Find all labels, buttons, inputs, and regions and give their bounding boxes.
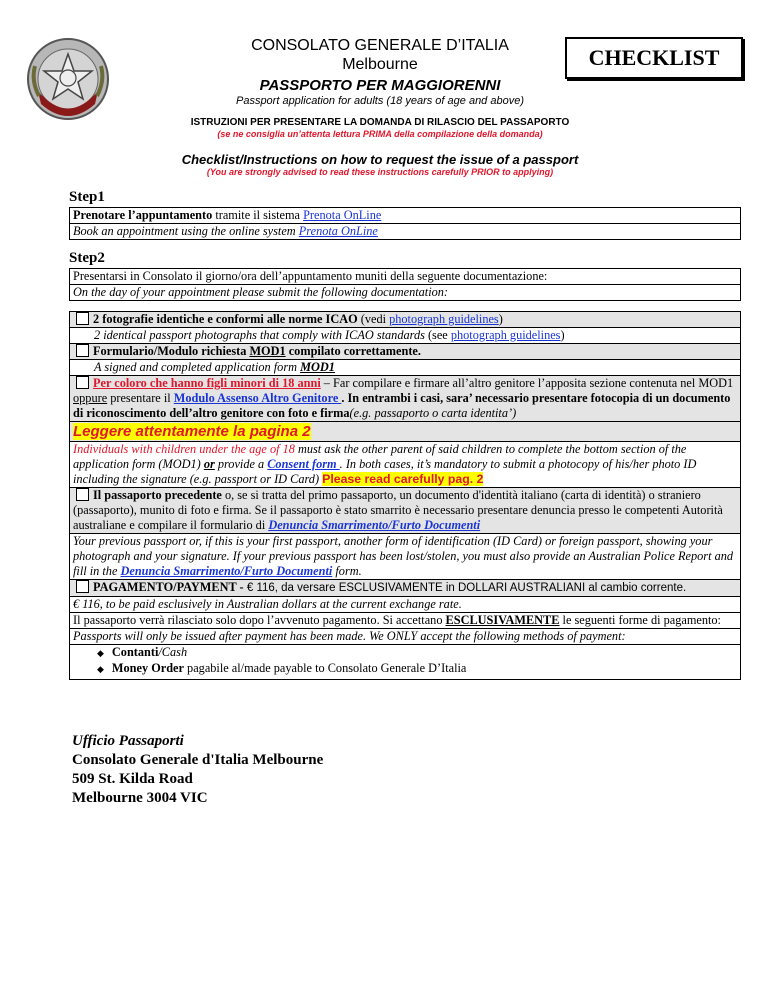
previous-en bbox=[70, 533, 740, 579]
minors-it bbox=[70, 375, 740, 421]
read-pag2-highlight: Please read carefully pag. 2 bbox=[322, 472, 484, 486]
form-en-pre: A signed and completed application form bbox=[94, 360, 301, 374]
checklist-box bbox=[69, 311, 741, 680]
footer-address bbox=[72, 732, 323, 808]
previous-it bbox=[70, 487, 740, 533]
consulate-city: Melbourne bbox=[342, 56, 418, 73]
payment-it-text: € 116, da versare ESCLUSIVAMENTE in DOLLARI AUSTRALIANI al cambio corrente. bbox=[243, 582, 687, 594]
read-page2-warning: Leggere attentamente la pagina 2 bbox=[73, 423, 311, 440]
minors-en bbox=[70, 441, 740, 487]
previous-en-post: form. bbox=[332, 564, 362, 578]
denuncia-link-en[interactable]: Denuncia Smarrimento/Furto Documenti bbox=[120, 564, 333, 578]
cash-bold: Contanti bbox=[111, 645, 159, 659]
photos-en-pre: 2 identical passport photographs that comply with ICAO standards bbox=[94, 328, 425, 342]
consent-form-link[interactable]: Consent form bbox=[267, 457, 340, 471]
italian-emblem bbox=[25, 36, 111, 122]
previous-passport-checkbox[interactable] bbox=[76, 488, 89, 501]
minors-it-italic: (e.g. passaporto o carta identita’) bbox=[349, 406, 517, 420]
minors-it-oppure: oppure bbox=[73, 391, 108, 405]
cash-rest: /Cash bbox=[158, 645, 188, 659]
payment-en2: Passports will only be issued after payment has been made. We ONLY accept the following methods of payment: bbox=[70, 628, 740, 644]
minors-en-or: or bbox=[203, 457, 215, 471]
photo-guidelines-link[interactable]: photograph guidelines bbox=[389, 312, 499, 326]
page-subtitle: Passport application for adults (18 years of age and above) bbox=[235, 95, 524, 107]
denuncia-link[interactable]: Denuncia Smarrimento/Furto Documenti bbox=[268, 518, 481, 532]
minors-it-red: Per coloro che hanno figli minori di 18 anni bbox=[93, 376, 321, 390]
step1-box bbox=[69, 207, 741, 240]
consulate-name: CONSOLATO GENERALE D’ITALIA bbox=[251, 37, 509, 54]
diamond-bullet-icon: ◆ bbox=[97, 648, 104, 658]
form-en-mod1: MOD1 bbox=[300, 360, 335, 374]
photos-checkbox[interactable] bbox=[76, 312, 89, 325]
office-name: Ufficio Passaporti bbox=[72, 733, 184, 749]
minors-checkbox[interactable] bbox=[76, 376, 89, 389]
minors-it-bold: In entrambi i casi, sara’ necessario presentare fotocopia di un documento di riconoscimento dell’altro genitore con foto e firma bbox=[73, 391, 731, 420]
minors-en-2: provide a bbox=[214, 457, 268, 471]
diamond-bullet-icon: ◆ bbox=[97, 664, 104, 674]
photos-it-pre: (vedi bbox=[357, 312, 390, 326]
payment-method-cash bbox=[73, 645, 736, 661]
payment-it-bold: PAGAMENTO/PAYMENT - bbox=[93, 580, 244, 594]
photos-en-post: ) bbox=[560, 328, 565, 342]
prenota-online-link[interactable]: Prenota OnLine bbox=[303, 208, 382, 222]
step1-en-text: Book an appointment using the online system bbox=[73, 224, 299, 238]
minors-it-2: presentare il bbox=[107, 391, 174, 405]
instructions-title-it: ISTRUZIONI PER PRESENTARE LA DOMANDA DI RILASCIO DEL PASSAPORTO bbox=[190, 117, 570, 128]
step1-it-bold: Prenotare l’appuntamento bbox=[73, 208, 213, 222]
photo-guidelines-link-en[interactable]: photograph guidelines bbox=[450, 328, 561, 342]
payment-it2-u: ESCLUSIVAMENTE bbox=[445, 613, 560, 627]
previous-it-text: o, se si tratta del primo passaporto, un documento d'identità italiano (carta di identità) o straniero (passaporto), munito di foto e firma. Se il passaporto è stato smarrito è necessario presentare denuncia presso le competenti Autorità australiane e compilare il formulario di bbox=[73, 488, 723, 532]
step1-heading: Step1 bbox=[69, 189, 105, 205]
address-line3: Melbourne 3004 VIC bbox=[72, 790, 208, 806]
payment-it2-pre: Il passaporto verrà rilasciato solo dopo l’avvenuto pagamento. Si accettano bbox=[73, 613, 446, 627]
money-order-bold: Money Order bbox=[111, 661, 184, 675]
address-line1: Consolato Generale d'Italia Melbourne bbox=[72, 752, 324, 768]
previous-it-bold: Il passaporto precedente bbox=[93, 488, 222, 502]
form-it-pre: Formulario/Modulo richiesta bbox=[93, 344, 250, 358]
previous-en-text: Your previous passport or, if this is your first passport, another form of identification (ID Card) or foreign passport, showing your photograph and your signature. If your previous passport has been lost/stolen, you must also provide an Australian Police Report and fill in the bbox=[73, 534, 734, 578]
step2-en: On the day of your appointment please submit the following documentation: bbox=[70, 284, 740, 300]
photos-it-post: ) bbox=[498, 312, 503, 326]
photos-it-bold: 2 fotografie identiche e conformi alle norme ICAO bbox=[93, 312, 358, 326]
payment-checkbox[interactable] bbox=[76, 580, 89, 593]
instructions-note-it: (se ne consiglia un’attenta lettura PRIMA della compilazione della domanda) bbox=[217, 129, 543, 139]
payment-method-money-order bbox=[73, 661, 736, 677]
page-title: PASSPORTO PER MAGGIORENNI bbox=[259, 77, 501, 94]
minors-en-3: . In both cases, it’s mandatory to submit a photocopy of his/her photo ID including the signature (e.g. passport or ID Card) bbox=[73, 457, 697, 486]
minors-it-dot: . bbox=[341, 391, 345, 405]
checklist-badge: CHECKLIST bbox=[565, 37, 743, 79]
instructions-note-en: (You are strongly advised to read these instructions carefully PRIOR to applying) bbox=[206, 167, 554, 177]
form-it-post: compilato correttamente. bbox=[285, 344, 421, 358]
minors-it-1: – Far compilare e firmare all’altro genitore l’apposita sezione contenuta nel MOD1 bbox=[320, 376, 734, 390]
form-it-mod1: MOD1 bbox=[249, 344, 286, 358]
payment-en: € 116, to be paid esclusively in Australian dollars at the current exchange rate. bbox=[70, 596, 740, 612]
step1-it-text: tramite il sistema bbox=[212, 208, 304, 222]
minors-en-1: must ask the other parent of said children to complete the bottom section of the application form (MOD1) bbox=[73, 442, 687, 471]
money-order-rest: pagabile al/made payable to Consolato Generale D’Italia bbox=[183, 661, 467, 675]
modulo-assenso-link[interactable]: Modulo Assenso Altro Genitore bbox=[173, 391, 342, 405]
instructions-title-en: Checklist/Instructions on how to request the issue of a passport bbox=[181, 152, 579, 167]
prenota-online-link-en[interactable]: Prenota OnLine bbox=[298, 224, 378, 238]
step2-it: Presentarsi in Consolato il giorno/ora dell’appuntamento muniti della seguente documentazione: bbox=[73, 269, 548, 283]
minors-en-red: Individuals with children under the age of 18 bbox=[73, 442, 295, 456]
step2-box bbox=[69, 268, 741, 301]
address-line2: 509 St. Kilda Road bbox=[72, 771, 193, 787]
photos-en-mid: (see bbox=[424, 328, 451, 342]
form-checkbox[interactable] bbox=[76, 344, 89, 357]
step2-heading: Step2 bbox=[69, 250, 105, 266]
payment-it2-post: le seguenti forme di pagamento: bbox=[559, 613, 721, 627]
